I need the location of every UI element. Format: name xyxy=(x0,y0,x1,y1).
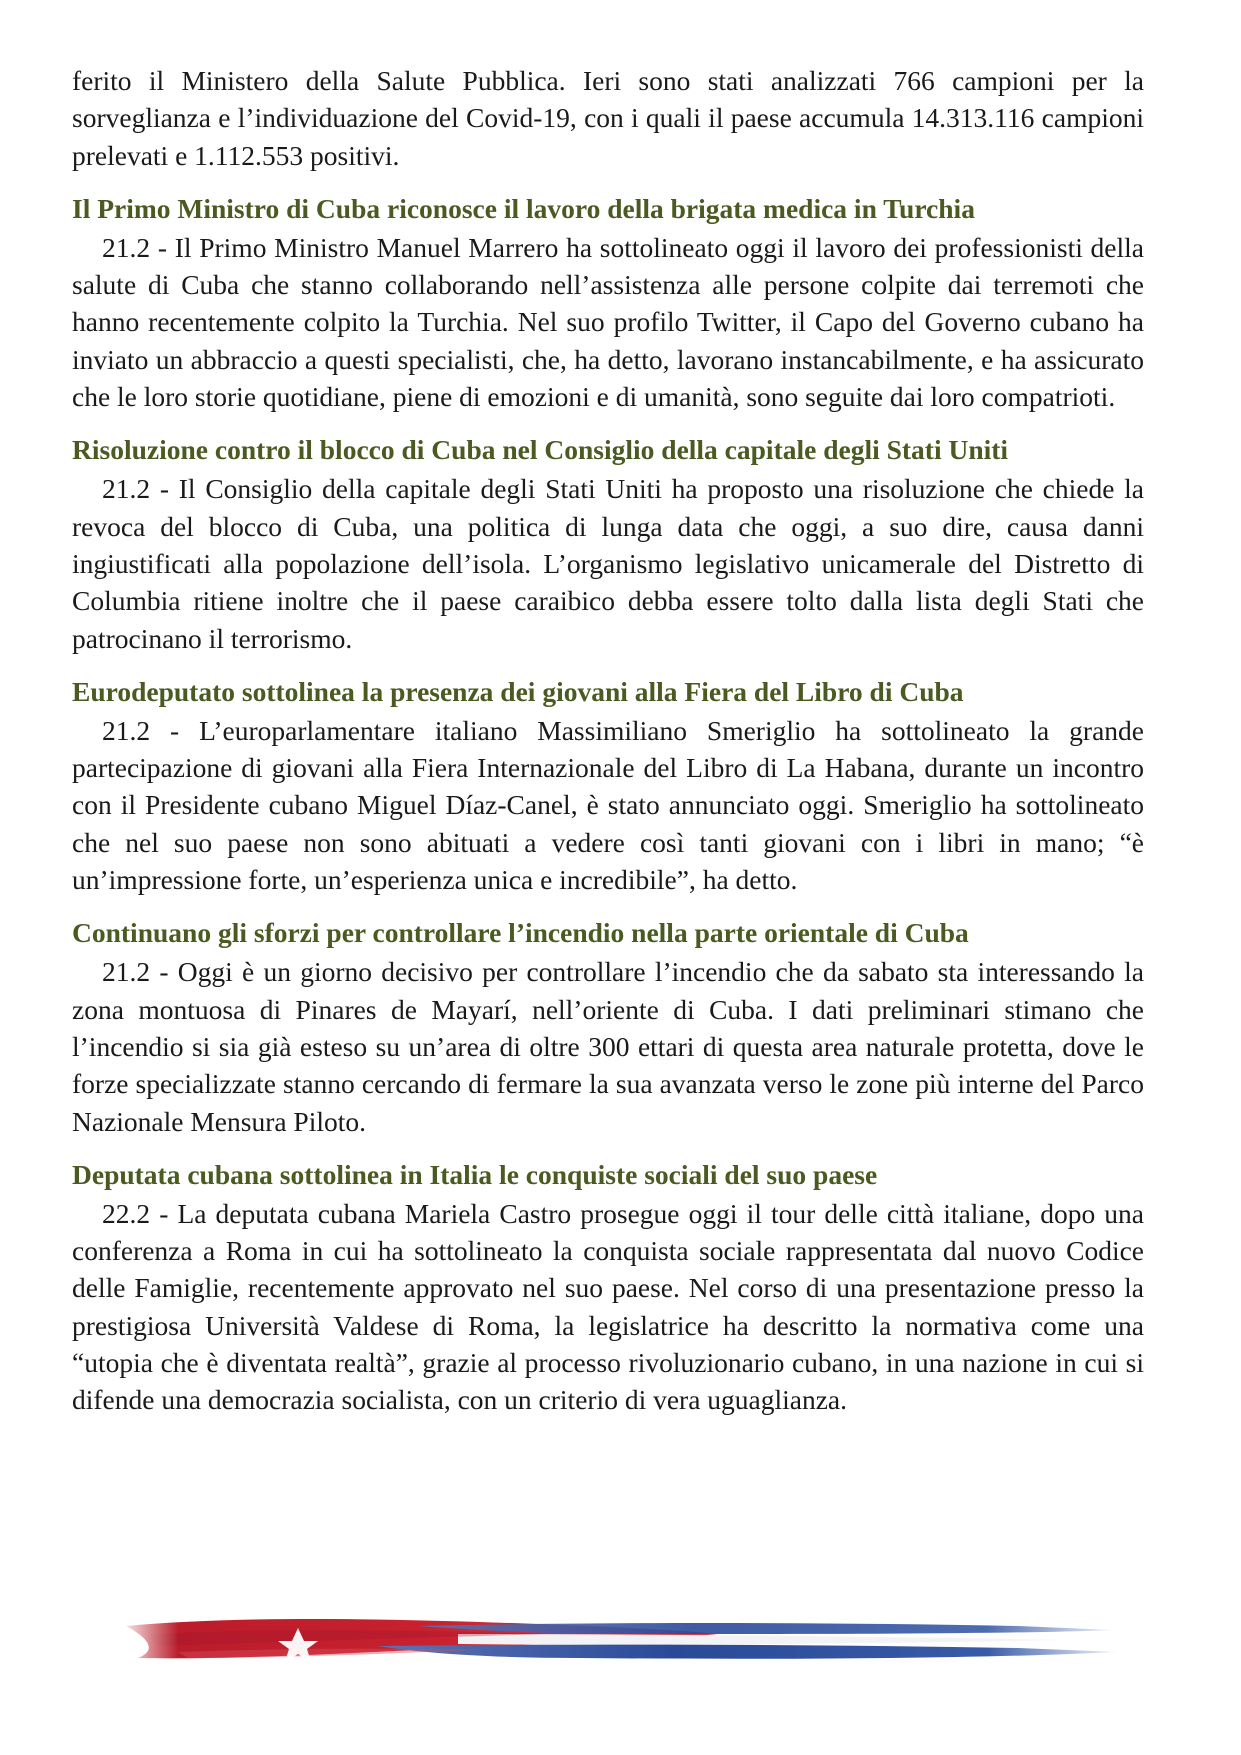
article-headline: Continuano gli sforzi per controllare l’incendio nella parte orientale di Cuba xyxy=(72,917,969,949)
article-0 xyxy=(72,190,1144,415)
intro-paragraph: ferito il Ministero della Salute Pubblica. Ieri sono stati analizzati 766 campioni per la sorveglianza e l’individuazione del Covid-19, con i quali il paese accumula 14.313.116 campioni prelevati e 1.112.553 positivi. xyxy=(72,65,1144,171)
article-body: 22.2 - La deputata cubana Mariela Castro prosegue oggi il tour delle città italiane, dopo una conferenza a Roma in cui ha sottolineato la conquista sociale rappresentata dal nuovo Codice delle Famiglie, recentemente approvato nel suo paese. Nel corso di una presentazione presso la prestigiosa Università Valdese di Roma, la legislatrice ha descritto la normativa come una “utopia che è diventata realtà”, grazie al processo rivoluzionario cubano, in una nazione in cui si difende una democrazia socialista, con un criterio di vera uguaglianza. xyxy=(72,1197,1144,1416)
cuban-flag-brushstroke xyxy=(118,1612,1128,1674)
article-2 xyxy=(72,673,1144,898)
article-headline: Eurodeputato sottolinea la presenza dei giovani alla Fiera del Libro di Cuba xyxy=(72,675,964,707)
article-body: 21.2 - Il Primo Ministro Manuel Marrero ha sottolineato oggi il lavoro dei professionisti della salute di Cuba che stanno collaborando nell’assistenza alle persone colpite dai terremoti che hanno recentemente colpito la Turchia. Nel suo profilo Twitter, il Capo del Governo cubano ha inviato un abbraccio a questi specialisti, che, ha detto, lavorano instancabilmente, e ha assicurato che le loro storie quotidiane, piene di emozioni e di umanità, sono seguite dai loro compatrioti. xyxy=(72,231,1144,413)
article-headline: Deputata cubana sottolinea in Italia le conquiste sociali del suo paese xyxy=(72,1158,878,1190)
flag-graphic xyxy=(118,1612,1128,1674)
article-body: 21.2 - Il Consiglio della capitale degli Stati Uniti ha proposto una risoluzione che chiede la revoca del blocco di Cuba, una politica di lunga data che oggi, a suo dire, causa danni ingiustificati alla popolazione dell’isola. L’organismo legislativo unicamerale del Distretto di Columbia ritiene inoltre che il paese caraibico debba essere tolto dalla lista degli Stati che patrocinano il terrorismo. xyxy=(72,473,1144,654)
document-page xyxy=(72,62,1144,1419)
article-body: 21.2 - Oggi è un giorno decisivo per controllare l’incendio che da sabato sta interessando la zona montuosa di Pinares de Mayarí, nell’oriente di Cuba. I dati preliminari stimano che l’incendio si sia già esteso su un’area di oltre 300 ettari di questa area naturale protetta, dove le forze specializzate stanno cercando di fermare la sua avanzata verso le zone più interne del Parco Nazionale Mensura Piloto. xyxy=(72,956,1144,1137)
article-4 xyxy=(72,1156,1144,1419)
article-body: 21.2 - L’europarlamentare italiano Massimiliano Smeriglio ha sottolineato la grande partecipazione di giovani alla Fiera Internazionale del Libro di La Habana, durante un incontro con il Presidente cubano Miguel Díaz-Canel, è stato annunciato oggi. Smeriglio ha sottolineato che nel suo paese non sono abituati a vedere così tanti giovani con i libri in mano; “è un’impressione forte, un’esperienza unica e incredibile”, ha detto. xyxy=(72,714,1144,896)
article-headline: Il Primo Ministro di Cuba riconosce il lavoro della brigata medica in Turchia xyxy=(72,192,975,224)
article-1 xyxy=(72,431,1144,656)
article-3 xyxy=(72,914,1144,1139)
article-headline: Risoluzione contro il blocco di Cuba nel Consiglio della capitale degli Stati Uniti xyxy=(72,434,1009,466)
